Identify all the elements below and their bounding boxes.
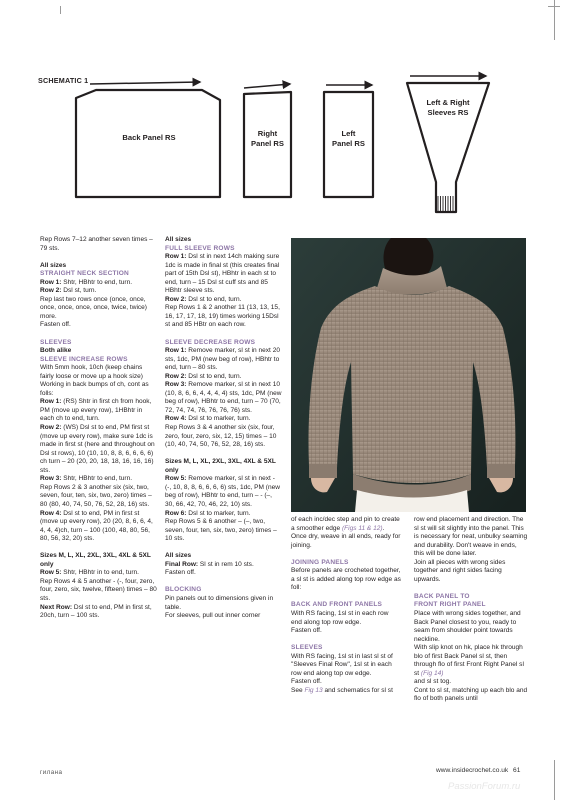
text-column-2: [165, 236, 282, 621]
paragraph: [165, 296, 282, 330]
cardigan-photo: [291, 238, 526, 512]
text: (RS) Shtr in first ch from hook, PM (move up every row), 1HBhtr in each ch to end, turn.: [40, 398, 152, 423]
heading: SLEEVES: [40, 338, 72, 346]
footer-url: [436, 767, 520, 774]
text: Before panels are crocheted together, a sl st is added along top row edge as foll:: [291, 567, 401, 592]
footer-url-text: www.insidecrochet.co.uk: [436, 767, 509, 774]
schematic-title: SCHEMATIC 1: [38, 76, 89, 85]
heading: SLEEVE INCREASE ROWS: [40, 355, 128, 363]
heading: BLOCKING: [165, 586, 202, 594]
sleeve-cuff-ribbing: [438, 196, 453, 211]
text: Shtr, HBhtr to end, turn. Rep Rows 2 & 3 another six (six, two, seven, four, ten, six, two, zero) times – 80 (80, 40, 74, 50, 76, 52, 28, 16) sts.: [40, 475, 152, 508]
text: .: [382, 524, 385, 532]
paragraph: [291, 601, 401, 610]
page-number: 61: [513, 767, 521, 774]
text: Shtr, HBhtr to end, turn.: [61, 278, 133, 286]
bold-label: All sizes: [40, 261, 67, 269]
heading: SLEEVES: [291, 644, 323, 652]
back-panel-shape: [76, 90, 220, 197]
paragraph: [40, 347, 157, 356]
paragraph: [414, 593, 528, 610]
paragraph: [40, 296, 157, 330]
text: Dsl st in next 14ch making sure 1dc is made in final st (this creates final part of 15th Dsl st), HBhtr in each st to end, turn – 15 Dsl st cuff sts and 85 HBhtr sleeve sts.: [165, 253, 280, 295]
paragraph: [40, 569, 157, 603]
crop-mark: [548, 6, 560, 7]
text: Dsl st to marker, turn. Rep Rows 5 & 6 another – (–, two, seven, four, ten, six, two, zero) times – 10 sts.: [165, 509, 277, 543]
paragraph: [40, 510, 157, 544]
bold-label: Row 2:: [40, 424, 62, 432]
text: (WS) Dsl st to end, PM first st (move up every row), make sure 1dc is made in first st (here and throughout on Dsl st rows), 10 (10, 10, 8, 8, 6, 6, 6, 6) ch turn – 20 (20, 20, 18, 18, 16, 16, 16) sts.: [40, 424, 155, 474]
heading: BACK AND FRONT PANELS: [291, 601, 383, 609]
paragraph: [40, 604, 157, 621]
text: Dsl st to end, turn. Rep Rows 1 & 2 another 11 (13, 13, 15, 16, 17, 17, 18, 19) times working 15Dsl st and 85 HBtr on each row.: [165, 295, 280, 329]
bold-label: Both alike: [40, 347, 72, 355]
text-column-1: [40, 236, 157, 621]
text-column-4: [414, 516, 528, 704]
text: of each inc/dec step and pin to create a smoother edge: [291, 516, 400, 532]
paragraph: [165, 415, 282, 449]
bold-label: Row 6:: [165, 509, 187, 517]
text: Rep last two rows once (once, once, once, once, once, once, twice, twice) more. Fasten off.: [40, 295, 147, 329]
crop-mark: [60, 6, 61, 14]
bold-label: Row 1:: [40, 398, 62, 406]
paragraph: [165, 339, 282, 348]
paragraph: [291, 559, 401, 568]
paragraph: [165, 253, 282, 296]
bold-label: All sizes: [165, 236, 192, 243]
text: Place with wrong sides together, and Back Panel closest to you, ready to seam from shoulder point towards neckline. With slip knot on hk, place hk through blo of first Back Panel sl st, then through flo of first Front Right Panel sl st: [414, 610, 524, 677]
paragraph: [40, 552, 157, 569]
text: Dsl st to end, turn.: [186, 372, 242, 380]
paragraph: [291, 644, 401, 653]
paragraph: [165, 552, 282, 561]
bold-label: Row 1:: [40, 278, 62, 286]
paragraph: [165, 561, 282, 578]
paragraph: [40, 398, 157, 424]
paragraph: [291, 610, 401, 636]
paragraph: [165, 381, 282, 415]
bold-label: Row 5:: [165, 475, 187, 483]
bold-label: Row 2:: [165, 295, 187, 303]
paragraph: [40, 270, 157, 279]
text: Remove marker, sl st in next - (-, 10, 8, 8, 6, 6, 6, 6) sts, 1dc, PM (new beg of row), HBhtr to end, turn – - (–, 30, 66, 42, 70, 46, 22, 10) sts.: [165, 475, 280, 508]
sleeves-label: Left & Right Sleeves RS: [426, 98, 470, 117]
heading: STRAIGHT NECK SECTION: [40, 270, 129, 278]
back-panel-label: Back Panel RS: [122, 133, 176, 142]
text: With 5mm hook, 10ch (keep chains fairly loose or move up a hook size) Working in back bumps of ch, cont as folls:: [40, 364, 149, 397]
direction-arrow: [244, 84, 290, 88]
text: With RS facing, 1sl st in last sl st of "Sleeves Final Row", 1sl st in each row end along top ow edge. Fasten off. See: [291, 652, 393, 694]
paragraph: [165, 236, 282, 245]
paragraph: [291, 516, 401, 533]
bold-label: Sizes M, L, XL, 2XL, 3XL, 4XL & 5XL only: [40, 552, 151, 568]
bold-label: Row 2:: [40, 287, 62, 295]
heading: BACK PANEL TO FRONT RIGHT PANEL: [414, 592, 486, 609]
text: Dsl st to marker, turn. Rep Rows 3 & 4 another six (six, four, zero, four, zero, six, 12, 15) times – 10 (10, 40, 74, 50, 76, 52, 28, 16) sts.: [165, 415, 277, 449]
text: and sl st tog. Cont to sl st, matching up each blo and flo of both panels until: [414, 678, 528, 703]
bold-label: Final Row:: [165, 560, 199, 568]
paragraph: [40, 475, 157, 509]
text: Dsl st to end, PM in first st (move up every row), 20 (20, 8, 6, 6, 4, 4, 4, 4)ch, turn – 100 (100, 48, 80, 56, 80, 56, 32, 20) sts.: [40, 509, 153, 543]
bold-label: Row 1:: [165, 253, 187, 261]
paragraph: [40, 339, 157, 348]
paragraph: [165, 458, 282, 475]
text: Dsl st, turn.: [61, 287, 97, 295]
paragraph: [165, 595, 282, 621]
crop-mark: [554, 760, 555, 800]
paragraph: [40, 279, 157, 288]
paragraph: [40, 236, 157, 253]
text: Remove marker, sl st in next 10 (10, 8, 6, 6, 4, 4, 4, 4) sts, 1dc, PM (new beg of row), HBhtr to end, turn – 70 (70, 72, 74, 74, 76, 76, 76, 76) sts.: [165, 381, 282, 414]
text: row end placement and direction. The sl st will sit slightly into the panel. This is necessary for neat, unbulky seaming and durability. Don't weave in ends, this will be done later. Join all pieces with wrong sides together and right sides facing upwards.: [414, 516, 528, 583]
text: Dsl st to end, PM in first st, 20ch, turn – 100 sts.: [40, 603, 152, 620]
bold-label: Row 4:: [165, 415, 187, 423]
figure-ref: Fig 13: [304, 686, 323, 694]
text: Remove marker, sl st in next 20 sts, 1dc, PM (new beg of row), HBhtr to end, turn – 80 sts.: [165, 347, 280, 372]
paragraph: [291, 533, 401, 550]
paragraph: [165, 475, 282, 509]
text: and schematics for sl st: [322, 686, 393, 694]
watermark: PassionForum.ru: [448, 781, 521, 792]
heading: FULL SLEEVE ROWS: [165, 244, 235, 252]
bold-label: Row 2:: [165, 372, 187, 380]
paragraph: [291, 567, 401, 593]
text: Rep Rows 7–12 another seven times – 79 sts.: [40, 236, 153, 252]
paragraph: [40, 364, 157, 398]
figure-ref: (Figs 11 & 12): [341, 524, 383, 532]
paragraph: [40, 287, 157, 296]
bold-label: Row 3:: [40, 475, 62, 483]
text: Sl st in rem 10 sts. Fasten off.: [165, 560, 254, 577]
paragraph: [40, 262, 157, 271]
bold-label: Row 1:: [165, 347, 187, 355]
paragraph: [291, 653, 401, 696]
text: Once dry, weave in all ends, ready for joining.: [291, 533, 401, 549]
bold-label: Row 5:: [40, 569, 62, 577]
text-column-3: [291, 516, 401, 695]
footer-left-mark: гилана: [40, 769, 63, 776]
paragraph: [414, 610, 528, 704]
bold-label: All sizes: [165, 552, 192, 560]
paragraph: [165, 245, 282, 254]
paragraph: [40, 424, 157, 475]
left-panel-label: Left Panel RS: [332, 129, 365, 148]
text: Pin panels out to dimensions given in table. For sleeves, pull out inner corner: [165, 594, 274, 620]
right-panel-label: Right Panel RS: [251, 129, 284, 148]
paragraph: [414, 516, 528, 584]
bold-label: Row 3:: [165, 381, 187, 389]
heading: SLEEVE DECREASE ROWS: [165, 338, 256, 346]
paragraph: [40, 356, 157, 365]
paragraph: [165, 510, 282, 544]
text: Shtr, HBhtr in to end, turn. Rep Rows 4 & 5 another - (-, four, zero, four, zero, six, twelve, fifteen) times – 80 sts.: [40, 569, 157, 602]
paragraph: [165, 347, 282, 373]
paragraph: [165, 586, 282, 595]
bold-label: Row 4:: [40, 509, 62, 517]
paragraph: [165, 373, 282, 382]
heading: JOINING PANELS: [291, 558, 349, 566]
text: With RS facing, 1sl st in each row end along top row edge. Fasten off.: [291, 610, 389, 635]
figure-ref: (Fig 14): [420, 669, 444, 677]
bold-label: Sizes M, L, XL, 2XL, 3XL, 4XL & 5XL only: [165, 458, 276, 474]
bold-label: Next Row:: [40, 603, 73, 611]
direction-arrow: [90, 82, 200, 84]
